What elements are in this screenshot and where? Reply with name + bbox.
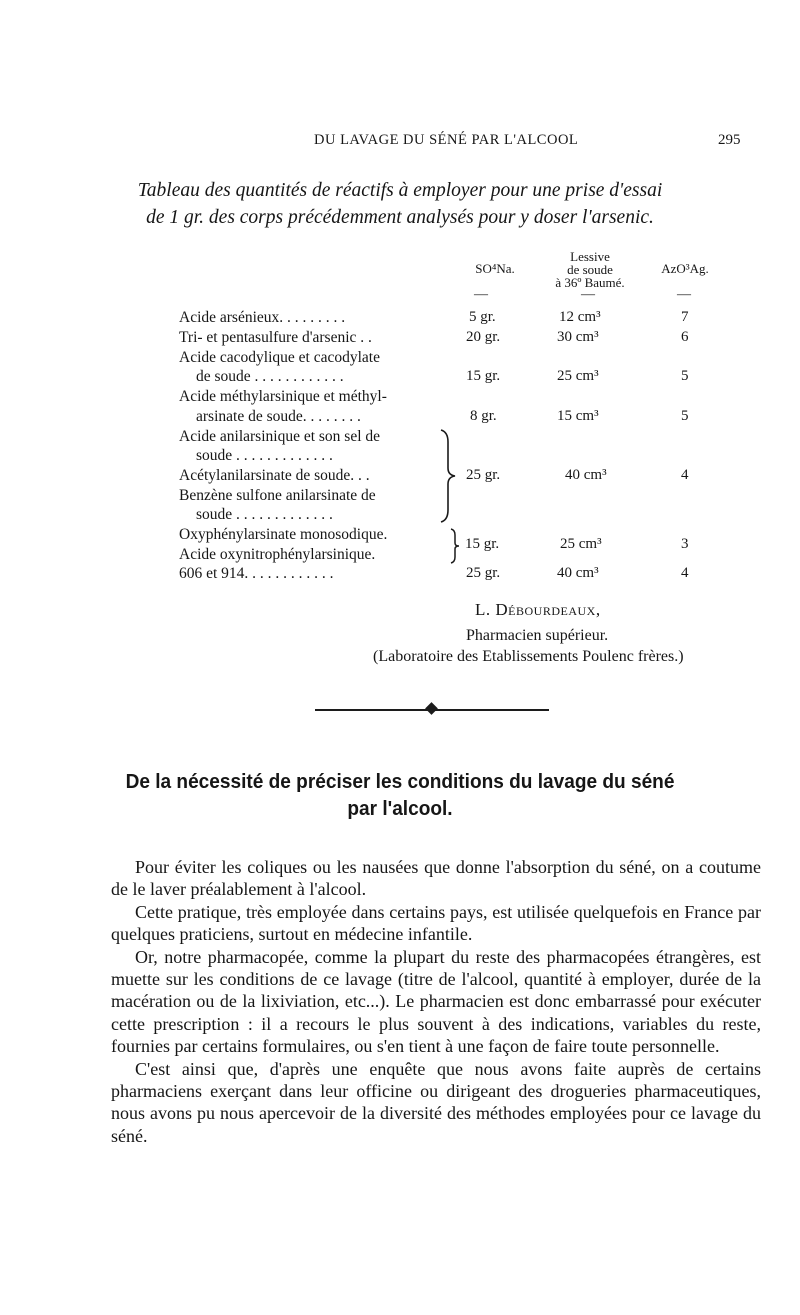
table-row-label-cont: Acide oxynitrophénylarsinique.	[179, 546, 376, 563]
table-cell-azo3ag: 4	[681, 565, 689, 581]
table-cell-lessive: 30 cm³	[557, 329, 599, 345]
col-header-lessive-3: à 36º Baumé.	[555, 275, 625, 290]
brace-icon	[438, 428, 458, 524]
table-caption-line-2: de 1 gr. des corps précédemment analysés pour y doser l'arsenic.	[146, 207, 654, 228]
table-caption-line-1: Tableau des quantités de réactifs à employer pour une prise d'essai	[137, 180, 663, 201]
author-lab: (Laboratoire des Etablissements Poulenc frères.)	[373, 648, 684, 665]
table-cell-so4na: 20 gr.	[466, 329, 501, 345]
paragraph: Cette pratique, très employée dans certains pays, est utilisée quelquefois en France par quelques praticiens, surtout en médecine infantile.	[111, 901, 761, 945]
table-row-label-cont: soude . . . . . . . . . . . . .	[196, 447, 333, 464]
table-row-label: Acide méthylarsinique et méthyl-	[179, 388, 387, 405]
page-number: 295	[718, 132, 741, 148]
table-cell-lessive: 25 cm³	[560, 536, 602, 552]
table-row-label-cont: arsinate de soude. . . . . . . .	[196, 408, 361, 425]
table-row-label-cont: Benzène sulfone anilarsinate de	[179, 487, 376, 504]
table-cell-azo3ag: 4	[681, 467, 689, 483]
table-row-label: Acide cacodylique et cacodylate	[179, 349, 380, 366]
col-header-so4na: SO⁴Na.	[475, 261, 515, 276]
table-cell-lessive: 15 cm³	[557, 408, 599, 424]
table-row-label: Oxyphénylarsinate monosodique.	[179, 526, 388, 543]
col-dash-azo3ag: —	[677, 287, 691, 302]
table-cell-so4na: 25 gr.	[466, 565, 501, 581]
table-row-label: 606 et 914. . . . . . . . . . . .	[179, 565, 334, 582]
author-title: Pharmacien supérieur.	[466, 627, 609, 644]
paragraph: C'est ainsi que, d'après une enquête que nous avons faite auprès de certains pharmaciens exerçant dans leur officine ou dirigeant des drogueries pharmaceutiques, nous avons pu nous apercevoir de la diversité des méthodes employées pour ce lavage du séné.	[111, 1058, 761, 1146]
table-cell-lessive: 40 cm³	[565, 467, 607, 483]
table-cell-lessive: 40 cm³	[557, 565, 599, 581]
col-header-lessive-2: de soude	[567, 262, 613, 277]
section-title-line-2: par l'alcool.	[347, 797, 453, 820]
body-text	[111, 856, 761, 1147]
divider-diamond-icon	[425, 702, 438, 715]
col-header-lessive-1: Lessive	[570, 249, 610, 264]
brace-icon	[447, 527, 461, 565]
table-row-label-cont: de soude . . . . . . . . . . . .	[196, 368, 344, 385]
col-dash-lessive: —	[581, 287, 595, 302]
table-cell-azo3ag: 6	[681, 329, 689, 345]
author-name: L. Débourdeaux,	[475, 600, 601, 619]
col-dash-so4na: —	[474, 287, 488, 302]
running-head	[0, 132, 800, 152]
table-cell-lessive: 25 cm³	[557, 368, 599, 384]
table-cell-so4na: 5 gr.	[469, 309, 496, 325]
table-cell-so4na: 15 gr.	[466, 368, 501, 384]
table-cell-lessive: 12 cm³	[559, 309, 601, 325]
running-head-title: DU LAVAGE DU SÉNÉ PAR L'ALCOOL	[314, 132, 579, 148]
table-cell-so4na: 15 gr.	[465, 536, 500, 552]
table-row-label: Acide arsénieux. . . . . . . . .	[179, 309, 346, 326]
table-cell-azo3ag: 5	[681, 368, 689, 384]
table-row-label: Tri- et pentasulfure d'arsenic . .	[179, 329, 372, 346]
col-header-azo3ag: AzO³Ag.	[661, 261, 709, 276]
table-row-label-cont: Acétylanilarsinate de soude. . .	[179, 467, 370, 484]
table-row-label-cont: soude . . . . . . . . . . . . .	[196, 506, 333, 523]
table-cell-so4na: 8 gr.	[470, 408, 497, 424]
table-cell-azo3ag: 5	[681, 408, 689, 424]
section-title-line-1: De la nécessité de préciser les conditions du lavage du séné	[125, 770, 675, 793]
table-cell-azo3ag: 7	[681, 309, 689, 325]
table-cell-azo3ag: 3	[681, 536, 689, 552]
paragraph: Pour éviter les coliques ou les nausées que donne l'absorption du séné, on a coutume de le laver préalablement à l'alcool.	[111, 857, 761, 900]
table-row-label: Acide anilarsinique et son sel de	[179, 428, 381, 445]
paragraph: Or, notre pharmacopée, comme la plupart du reste des pharmacopées étrangères, est muette sur les conditions de ce lavage (titre de l'alcool, quantité à employer, durée de la macération ou de la lixiviation, etc...). Le pharmacien est donc embarrassé pour exécuter cette prescription : il a recours le plus souvent à des indications, variables du reste, fournies par certains formulaires, ou s'en tient à une façon de faire toute personnelle.	[111, 946, 761, 1057]
table-cell-so4na: 25 gr.	[466, 467, 501, 483]
